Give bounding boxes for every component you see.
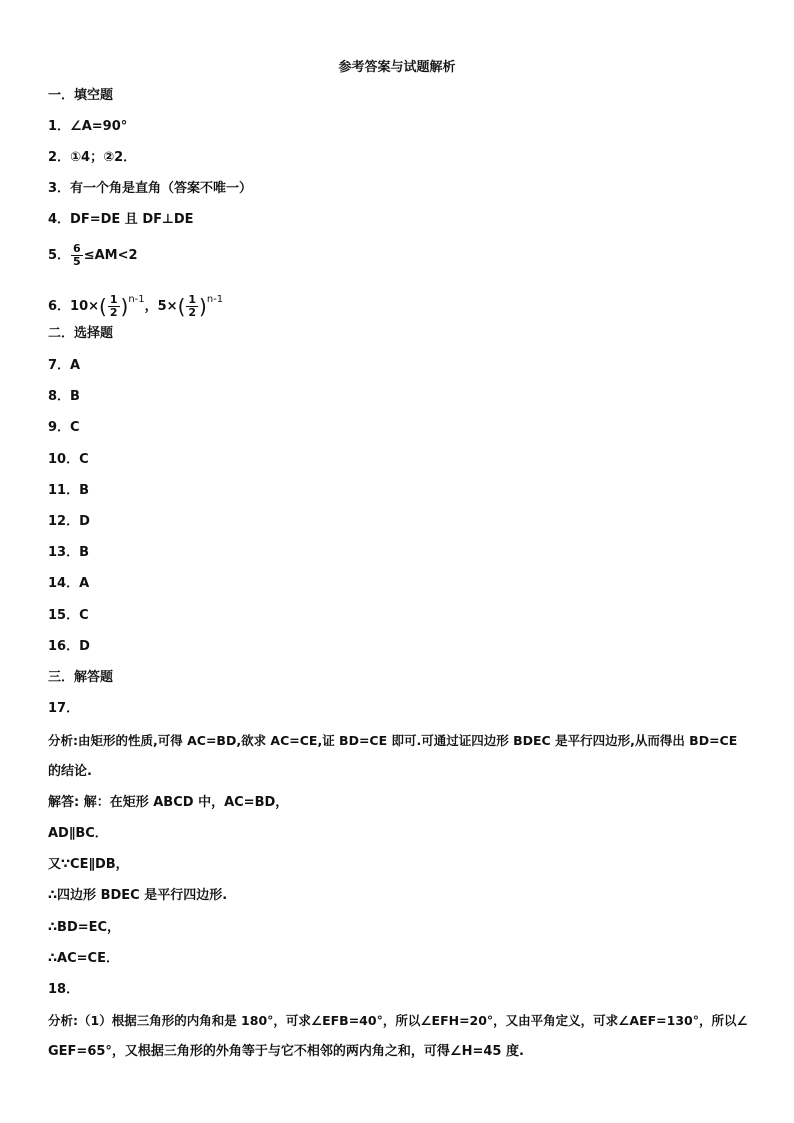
section-fill-in: 一．填空题: [48, 88, 114, 103]
answer-5-prefix: 5．: [48, 248, 71, 263]
page-title: 参考答案与试题解析: [338, 60, 456, 75]
fraction-6-5: [71, 243, 83, 268]
q17-analysis-line-2: 的结论.: [48, 764, 92, 779]
mc-answer: 16．D: [48, 639, 90, 654]
q18-analysis-line-1: 分析:（1）根据三角形的内角和是 180°，可求∠EFB=40°，所以∠EFH=20°，又由平角定义，可求∠AEF=130°，所以∠: [48, 1013, 748, 1028]
fraction-1-2-b: [186, 294, 198, 319]
fraction-numerator: 1: [109, 293, 118, 306]
answer-3: 3．有一个角是直角（答案不唯一）: [48, 181, 253, 196]
mc-answer: 8．B: [48, 389, 80, 404]
question-18-number: 18．: [48, 982, 80, 997]
exponent-a: n-1: [128, 294, 145, 305]
q17-solution-line: 解答: 解：在矩形 ABCD 中，AC=BD，: [48, 795, 289, 810]
mc-answer: 12．D: [48, 514, 90, 529]
fraction-1-2-a: [108, 294, 120, 319]
q17-solution-line: ∴AC=CE．: [48, 951, 119, 966]
answer-2: 2．①4；②2．: [48, 150, 137, 165]
fraction-denominator: 2: [188, 306, 197, 319]
section-multiple-choice: 二．选择题: [48, 326, 114, 341]
answer-6-prefix: 6．10×: [48, 299, 100, 314]
answer-6-mid: ，5×: [144, 299, 178, 314]
mc-answer: 13．B: [48, 545, 89, 560]
answer-5-suffix: ≤AM<2: [83, 248, 138, 263]
fraction-numerator: 6: [73, 242, 81, 255]
q17-solution-line: ∴BD=EC，: [48, 920, 121, 935]
mc-answer: 9．C: [48, 420, 80, 435]
section-solutions: 三．解答题: [48, 670, 114, 685]
mc-answer: 14．A: [48, 576, 90, 591]
answer-1: 1．∠A=90°: [48, 119, 128, 134]
fraction-denominator: 2: [109, 306, 118, 319]
fraction-denominator: 5: [73, 255, 81, 268]
answer-5: [48, 240, 138, 272]
question-17-number: 17．: [48, 701, 80, 716]
mc-answer: 10．C: [48, 452, 89, 467]
q17-solution-line: AD∥BC．: [48, 826, 108, 841]
mc-answer: 11．B: [48, 483, 89, 498]
q18-analysis-line-2: GEF=65°，又根据三角形的外角等于与它不相邻的两内角之和，可得∠H=45 度.: [48, 1044, 524, 1059]
q17-solution-line: ∴四边形 BDEC 是平行四边形.: [48, 888, 228, 903]
q17-solution-line: 又∵CE∥DB，: [48, 857, 129, 872]
answer-6: 6．10×( $\frac{1}{2}$ )$^{n-1}$，5×( $\frac{1}{2}$ )$^{n-1}$: [48, 293, 224, 319]
mc-answer: 7．A: [48, 358, 81, 373]
mc-answer: 15．C: [48, 608, 89, 623]
answer-4: 4．DF=DE 且 DF⊥DE: [48, 212, 194, 227]
exponent-b: n-1: [206, 294, 224, 305]
fraction-numerator: 1: [188, 293, 197, 306]
q17-analysis-line-1: 分析:由矩形的性质,可得 AC=BD,欲求 AC=CE,证 BD=CE 即可.可通过证四边形 BDEC 是平行四边形,从而得出 BD=CE: [48, 733, 738, 748]
